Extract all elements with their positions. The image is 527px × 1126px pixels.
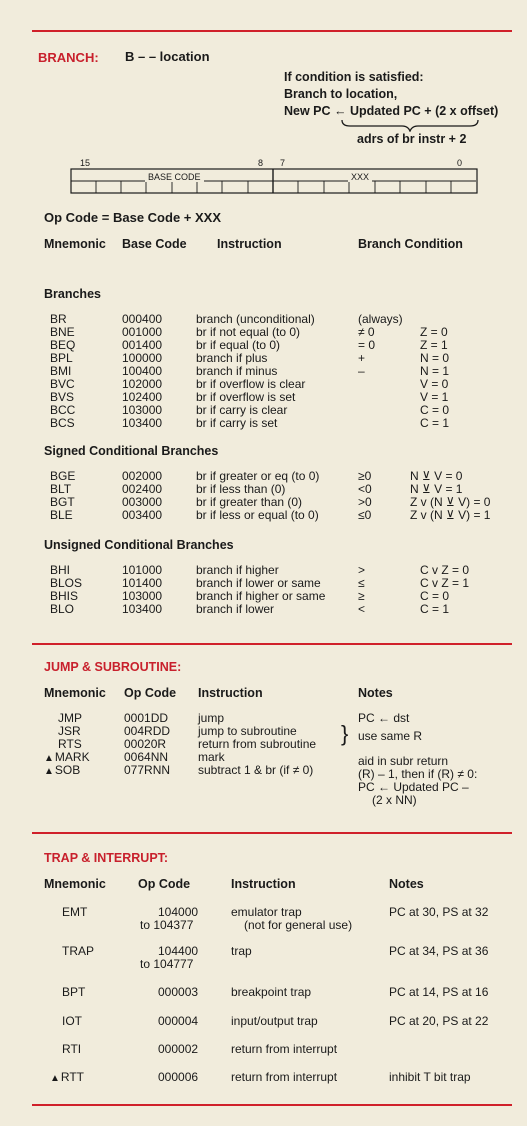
branch-row [0, 417, 527, 430]
header-mnemonic: Mnemonic [44, 237, 106, 251]
base-code: 001400 [122, 338, 163, 352]
instruction: br if greater than (0) [196, 495, 303, 509]
instruction: br if greater or eq (to 0) [196, 469, 320, 483]
instruction: br if overflow is set [196, 390, 296, 404]
mnemonic: BCC [50, 403, 76, 417]
mnemonic: ▲ SOB [44, 764, 80, 778]
trap-row [0, 1015, 527, 1043]
op-code-range: to 104377 [140, 918, 194, 932]
op-code-range: to 104777 [140, 957, 194, 971]
instruction-word-diagram [70, 168, 480, 196]
condition-symbol: > [358, 563, 366, 577]
notes: inhibit T bit trap [389, 1070, 471, 1084]
condition-flags: C = 0 [420, 589, 450, 603]
op-code: 104000 [158, 905, 199, 919]
base-code: 002400 [122, 482, 163, 496]
jump-note-3: aid in subr return [358, 754, 449, 768]
base-code: 000400 [122, 312, 163, 326]
notes: PC at 34, PS at 36 [389, 944, 489, 958]
notes: PC at 14, PS at 16 [389, 985, 489, 999]
trap-header-instruction: Instruction [231, 877, 296, 891]
condition-flags: V = 1 [420, 390, 449, 404]
bottom-rule [32, 1104, 512, 1106]
jump-note-1: PC ← dst [358, 711, 410, 725]
mnemonic: BVC [50, 377, 75, 391]
instruction: branch if higher [196, 563, 279, 577]
rule-2 [32, 643, 512, 645]
brace-note: adrs of br instr + 2 [357, 132, 467, 146]
instruction: branch if minus [196, 364, 278, 378]
trap-row [0, 986, 527, 1014]
jump-header-notes: Notes [358, 686, 393, 700]
condition-symbol: ≤ [358, 576, 365, 590]
instruction: branch if lower or same [196, 576, 321, 590]
instruction: br if less or equal (to 0) [196, 508, 319, 522]
instruction: breakpoint trap [231, 985, 312, 999]
jump-title: JUMP & SUBROUTINE: [44, 660, 182, 674]
mnemonic: BR [50, 312, 67, 326]
mnemonic: BPL [50, 351, 73, 365]
mnemonic: JSR [58, 724, 81, 738]
mnemonic: ▲ RTT [50, 1071, 84, 1085]
base-code: 103400 [122, 416, 163, 430]
condition-flags: V = 0 [420, 377, 449, 391]
bit-15-label: 15 [80, 158, 91, 168]
jump-note-brace: } [341, 721, 349, 746]
instruction: br if overflow is clear [196, 377, 306, 391]
base-code: 103000 [122, 403, 163, 417]
base-code: 103400 [122, 602, 163, 616]
condition-flags: N ⊻ V = 1 [410, 482, 463, 496]
jump-header-opcode: Op Code [124, 686, 177, 700]
op-code: 077RNN [124, 763, 171, 777]
condition-flags: N ⊻ V = 0 [410, 469, 463, 483]
condition-flags: N = 1 [420, 364, 450, 378]
instruction: trap [231, 944, 252, 958]
mnemonic: BGT [50, 495, 75, 509]
instruction: jump [198, 711, 225, 725]
group-title-signed: Signed Conditional Branches [44, 444, 219, 458]
base-code: 101000 [122, 563, 163, 577]
op-code: 0001DD [124, 711, 169, 725]
instruction: input/output trap [231, 1014, 318, 1028]
notes: PC at 20, PS at 22 [389, 1014, 489, 1028]
op-code: 00020R [124, 737, 167, 751]
instruction: br if carry is set [196, 416, 278, 430]
condition-flags: C v Z = 0 [420, 563, 470, 577]
opcode-formula: Op Code = Base Code + XXX [44, 210, 221, 225]
condition-symbol: ≥ [358, 589, 365, 603]
mnemonic: BHI [50, 563, 71, 577]
cond-line-2: Branch to location, [284, 87, 398, 101]
trap-row [0, 945, 527, 973]
condition-symbol: >0 [358, 495, 372, 509]
mnemonic: IOT [62, 1014, 82, 1028]
mnemonic: BHIS [50, 589, 79, 603]
instruction: branch if plus [196, 351, 268, 365]
trap-header-opcode: Op Code [138, 877, 191, 891]
instruction: jump to subroutine [198, 724, 297, 738]
op-code: 000006 [158, 1070, 199, 1084]
branch-syntax: B – – location [125, 49, 210, 64]
xxx-field: XXX [348, 172, 372, 182]
jump-header-instruction: Instruction [198, 686, 263, 700]
trap-row [0, 1071, 527, 1099]
header-branch-condition: Branch Condition [358, 237, 463, 251]
condition-symbol: + [358, 351, 366, 365]
condition-flags: C = 1 [420, 416, 450, 430]
instruction: br if equal (to 0) [196, 338, 281, 352]
instruction: br if carry is clear [196, 403, 288, 417]
instruction: branch if lower [196, 602, 275, 616]
mnemonic: TRAP [62, 944, 95, 958]
op-code: 000003 [158, 985, 199, 999]
trap-header-mnemonic: Mnemonic [44, 877, 106, 891]
group-title-unsigned: Unsigned Conditional Branches [44, 538, 234, 552]
condition-flags: N = 0 [420, 351, 450, 365]
condition-symbol: = 0 [358, 338, 376, 352]
mnemonic: BGE [50, 469, 76, 483]
base-code: 003400 [122, 508, 163, 522]
trap-table-header [0, 877, 527, 893]
instruction: mark [198, 750, 225, 764]
jump-note-5: PC ← Updated PC – [358, 780, 469, 794]
mnemonic: BEQ [50, 338, 76, 352]
condition-symbol: < [358, 602, 366, 616]
trap-row [0, 1043, 527, 1071]
condition-flags: Z v (N ⊻ V) = 1 [410, 508, 491, 522]
mnemonic: RTI [62, 1042, 82, 1056]
condition-symbol: <0 [358, 482, 372, 496]
base-code: 102400 [122, 390, 163, 404]
condition-flags: Z = 0 [420, 325, 448, 339]
bit-0-label: 0 [457, 158, 463, 168]
branch-row [0, 509, 527, 522]
condition-symbol: (always) [358, 312, 403, 326]
branch-title: BRANCH: [38, 50, 99, 65]
rule-3 [32, 832, 512, 834]
top-rule [32, 30, 512, 32]
branch-row [0, 603, 527, 616]
condition-flags: C = 0 [420, 403, 450, 417]
mnemonic: BCS [50, 416, 75, 430]
trap-title: TRAP & INTERRUPT: [44, 851, 169, 865]
instruction: return from subroutine [198, 737, 317, 751]
cond-line-1: If condition is satisfied: [284, 70, 424, 84]
op-code: 0064NN [124, 750, 169, 764]
group-title-branches: Branches [44, 287, 101, 301]
mnemonic: BLE [50, 508, 73, 522]
instruction: br if less than (0) [196, 482, 286, 496]
mnemonic: RTS [58, 737, 82, 751]
bit-7-label: 7 [280, 158, 286, 168]
op-code: 104400 [158, 944, 199, 958]
cond-line-3: New PC ← Updated PC + (2 x offset) [284, 104, 499, 118]
base-code: 003000 [122, 495, 163, 509]
mnemonic: EMT [62, 905, 88, 919]
trap-header-notes: Notes [389, 877, 424, 891]
condition-symbol: ≤0 [358, 508, 372, 522]
condition-symbol: ≠ 0 [358, 325, 375, 339]
base-code: 100400 [122, 364, 163, 378]
jump-note-4: (R) – 1, then if (R) ≠ 0: [358, 767, 478, 781]
base-code: 002000 [122, 469, 163, 483]
mnemonic: BLOS [50, 576, 83, 590]
instruction: branch if higher or same [196, 589, 326, 603]
instruction: subtract 1 & br (if ≠ 0) [198, 763, 314, 777]
header-base-code: Base Code [122, 237, 187, 251]
notes: PC at 30, PS at 32 [389, 905, 489, 919]
mnemonic: ▲ MARK [44, 751, 90, 765]
base-code: 103000 [122, 589, 163, 603]
condition-flags: Z v (N ⊻ V) = 0 [410, 495, 491, 509]
op-code: 004RDD [124, 724, 171, 738]
instruction: return from interrupt [231, 1070, 338, 1084]
header-instruction: Instruction [217, 237, 282, 251]
jump-note-2: use same R [358, 729, 423, 743]
condition-symbol: – [358, 364, 365, 378]
op-code: 000002 [158, 1042, 199, 1056]
instruction: branch (unconditional) [196, 312, 315, 326]
mnemonic: BNE [50, 325, 75, 339]
base-code: 101400 [122, 576, 163, 590]
condition-flags: C = 1 [420, 602, 450, 616]
jump-table-header [0, 686, 527, 702]
instruction: emulator trap [231, 905, 302, 919]
instruction: br if not equal (to 0) [196, 325, 301, 339]
mnemonic: BMI [50, 364, 72, 378]
mnemonic: JMP [58, 711, 82, 725]
condition-flags: C v Z = 1 [420, 576, 470, 590]
jump-header-mnemonic: Mnemonic [44, 686, 106, 700]
mnemonic: BVS [50, 390, 75, 404]
instruction-note: (not for general use) [244, 918, 353, 932]
condition-symbol: ≥0 [358, 469, 372, 483]
bit-8-label: 8 [258, 158, 264, 168]
offset-brace [340, 118, 480, 132]
jump-note-6: (2 x NN) [372, 793, 417, 807]
condition-flags: Z = 1 [420, 338, 448, 352]
trap-row [0, 906, 527, 934]
base-code: 100000 [122, 351, 163, 365]
base-code-field: BASE CODE [145, 172, 204, 182]
branch-table-header [0, 237, 527, 253]
mnemonic: BPT [62, 985, 86, 999]
base-code: 102000 [122, 377, 163, 391]
base-code: 001000 [122, 325, 163, 339]
mnemonic: BLT [50, 482, 72, 496]
op-code: 000004 [158, 1014, 199, 1028]
mnemonic: BLO [50, 602, 75, 616]
instruction: return from interrupt [231, 1042, 338, 1056]
